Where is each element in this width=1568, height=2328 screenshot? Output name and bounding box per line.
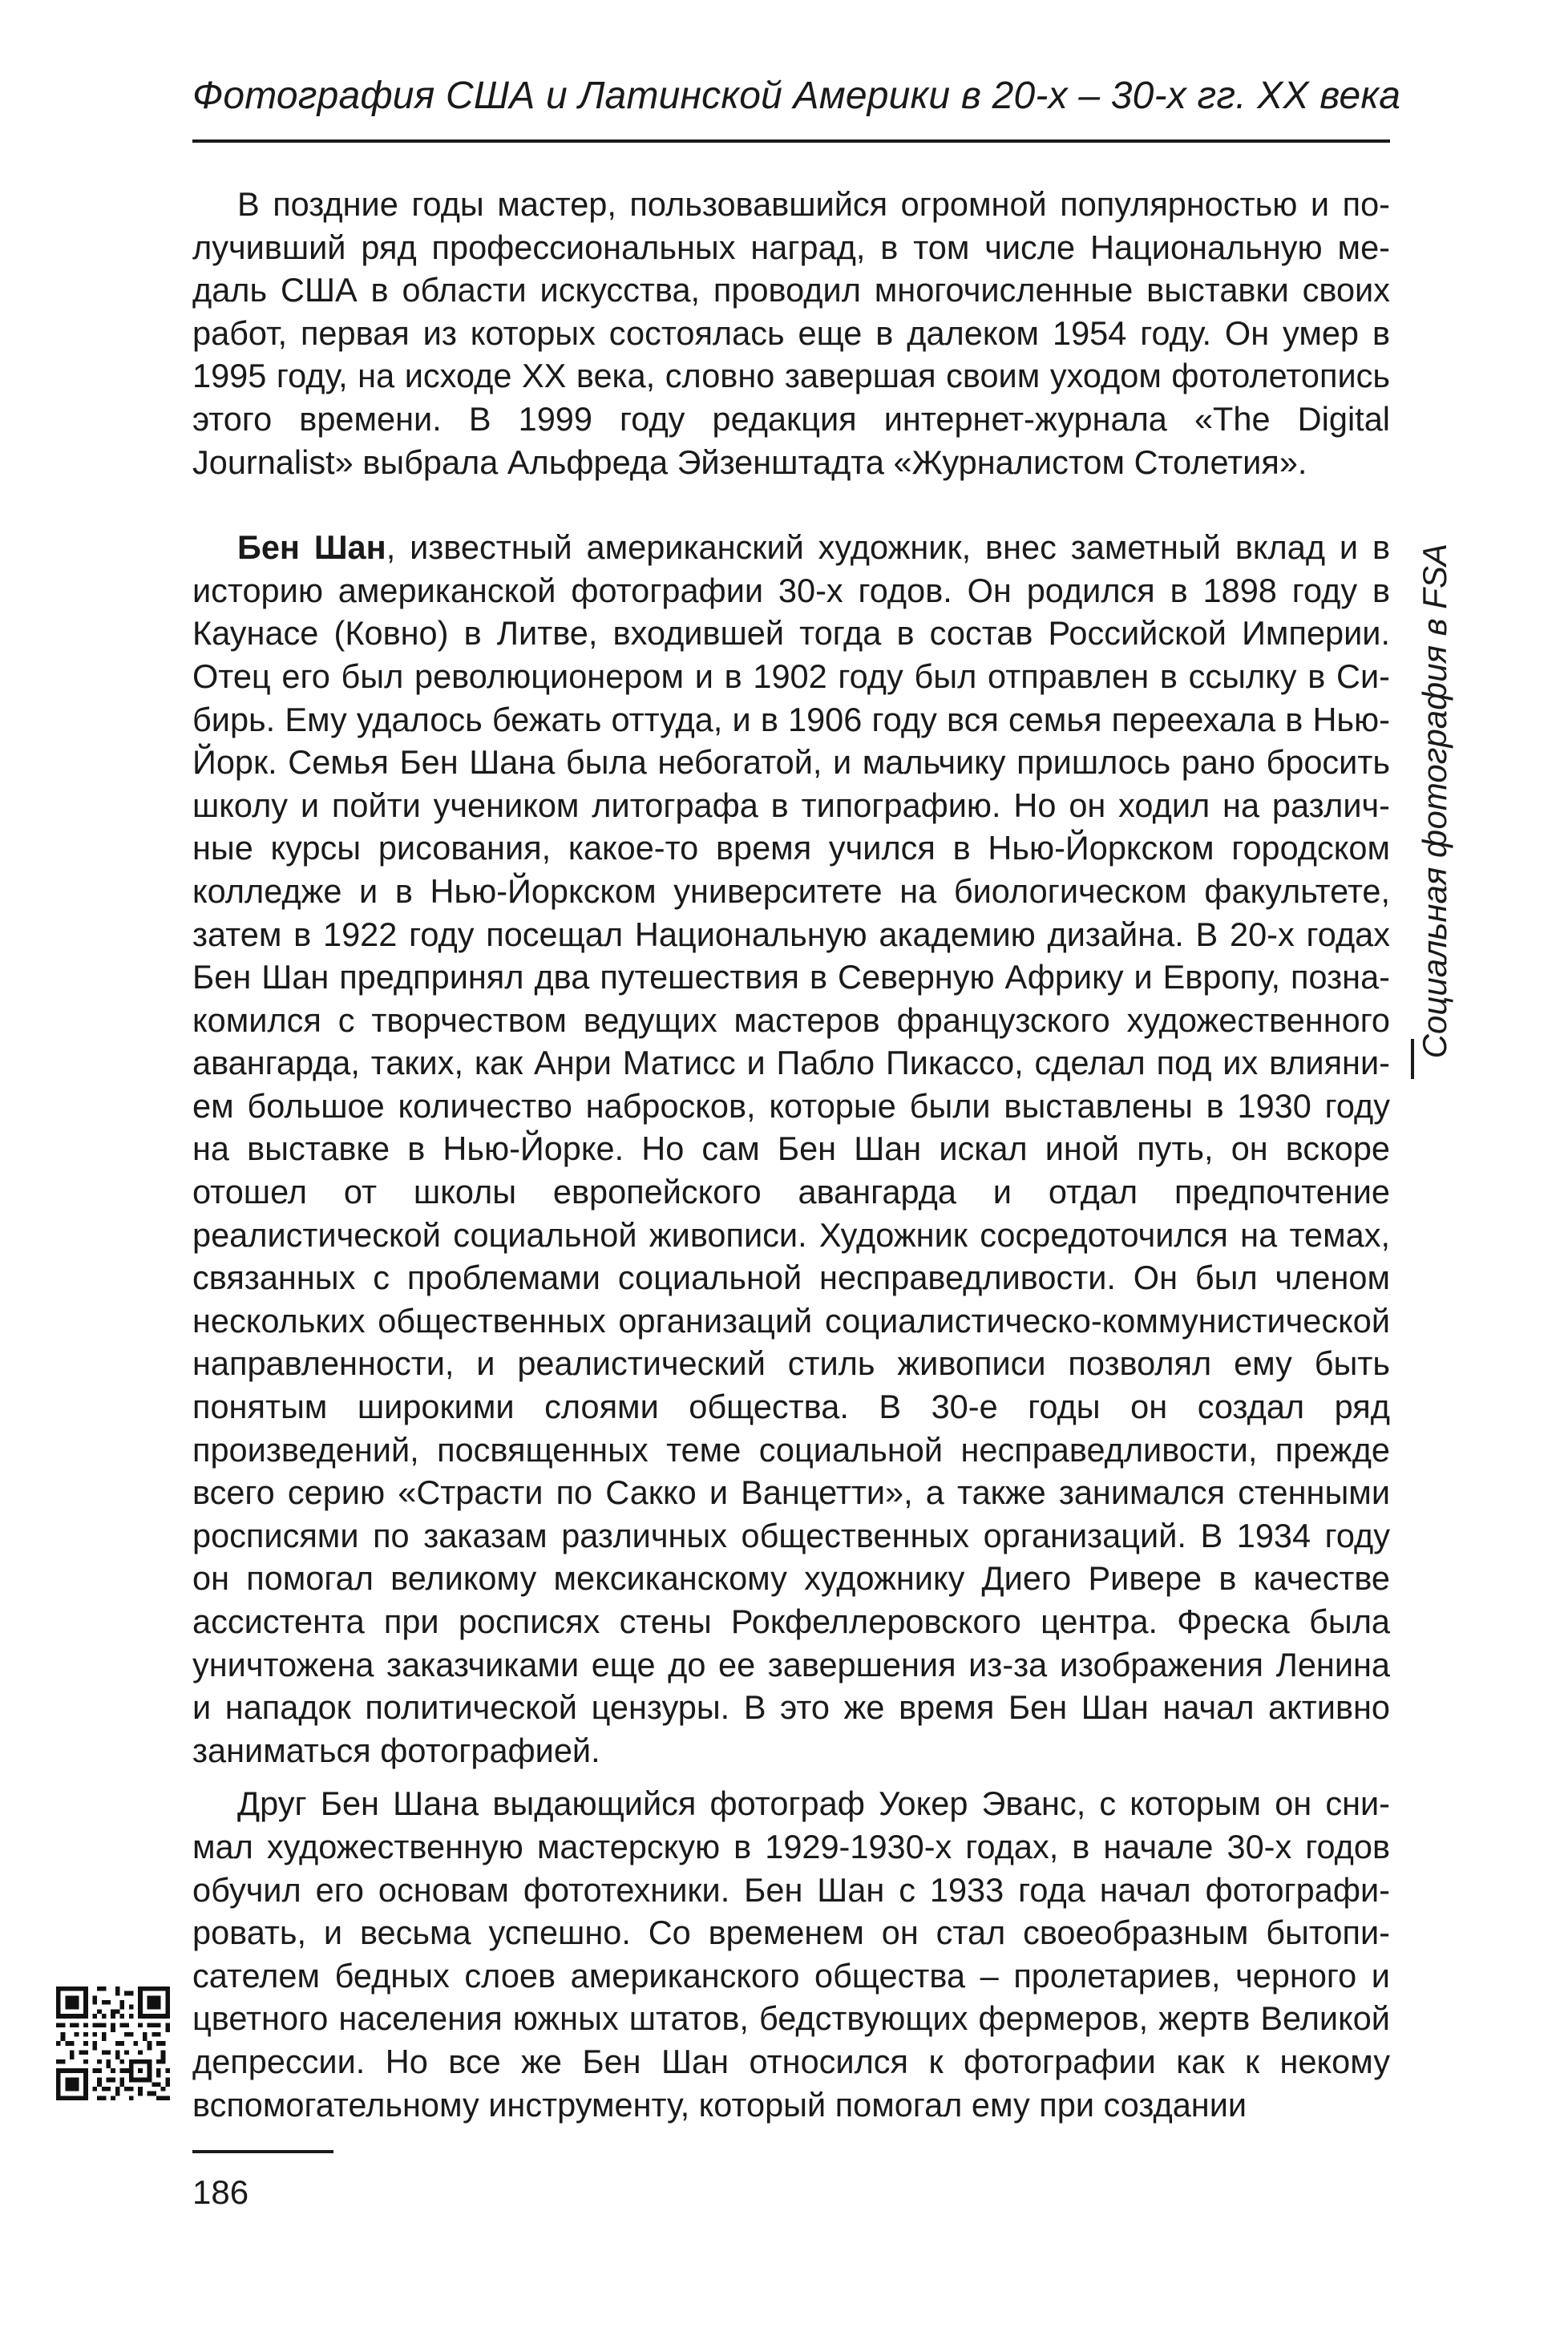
body-text: [192, 183, 1390, 2126]
side-tab-bar: [1411, 1039, 1414, 1079]
paragraph-ben-shahn-text: , известный американский художник, внес заметный вклад и в историю американской фотографии 30-х годов. Он родился в 1898 году в Каунасе (Ковно) в Литве, входившей тогда в состав Российской Империи. Отец его был революционером и в 1902 году был отправлен в ссылку в Сибирь. Ему удалось бежать оттуда, и в 1906 году вся семья переехала в Нью-Йорк. Семья Бен Шана была небогатой, и мальчику пришлось рано бросить школу и пойти учеником литографа в типографию. Но он ходил на различные курсы рисования, какое-то время учился в Нью-Йоркском городском колледже и в Нью-Йоркском университете на биологическом факультете, затем в 1922 году посещал Национальную академию дизайна. В 20-х годах Бен Шан предпринял два путешествия в Северную Африку и Европу, познакомился с творчеством ведущих мастеров французского художественного авангарда, таких, как Анри Матисс и Пабло Пикассо, сделал под их влиянием большое количество набросков, которые были выставлены в 1930 году на выставке в Нью-Йорке. Но сам Бен Шан искал иной путь, он вскоре отошел от школы европейского авангарда и отдал предпочтение реалистической социальной живописи. Художник сосредоточился на темах, связанных с проблемами социальной несправедливости. Он был членом нескольких общественных организаций социалистическо-коммунистической направленности, и реалистический стиль живописи позволял ему быть понятым широкими слоями общества. В 30-е годы он создал ряд произведений, посвященных теме социальной несправедливости, прежде всего серию «Страсти по Сакко и Ванцетти», а также занимался стенными росписями по заказам различных общественных организаций. В 1934 году он помогал великому мексиканскому художнику Диего Ривере в качестве ассистента при росписях стены Рокфеллеровского центра. Фреска была уничтожена заказчиками еще до ее завершения из-за изображения Ленина и нападок политической цензуры. В это же время Бен Шан начал активно заниматься фотографией.: [192, 528, 1390, 1769]
side-tab-label: Социальная фотография в FSA: [1416, 544, 1453, 1059]
paragraph-eisenstaedt: В поздние годы мастер, пользовавшийся огромной популярностью и получивший ряд профессиональных наград, в том числе Национальную медаль США в области искусства, проводил многочисленные выставки своих работ, первая из которых состоялась еще в далеком 1954 году. Он умер в 1995 году, на исходе XX века, словно завершая своим уходом фотолетопись этого времени. В 1999 году редакция интернет-журнала «The Digital Journalist» выбрала Альфреда Эйзенштадта «Журналистом Столетия».: [192, 185, 1390, 481]
qr-code-icon: [56, 1986, 170, 2100]
header-rule: [192, 139, 1390, 143]
paragraph-lead-name: Бен Шан: [237, 528, 386, 567]
footer-rule: [192, 2150, 333, 2153]
running-header: Фотография США и Латинской Америки в 20-х – 30-х гг. XX века: [192, 75, 1401, 117]
paragraph-walker-evans: Друг Бен Шана выдающийся фотограф Уокер Эванс, с которым он снимал художественную мастерскую в 1929-1930-х годах, в начале 30-х годов обучил его основам фототехники. Бен Шан с 1933 года начал фотографировать, и весьма успешно. Со временем он стал своеобразным бытописателем бедных слоев американского общества – пролетариев, черного и цветного населения южных штатов, бедствующих фермеров, жертв Великой депрессии. Но все же Бен Шан относился к фотографии как к некому вспомогательному инструменту, который помогал ему при создании: [192, 1784, 1390, 2124]
paragraph-ben-shahn: [192, 526, 1390, 1772]
side-tab: [1416, 544, 1453, 1081]
page-number: 186: [192, 2173, 249, 2211]
